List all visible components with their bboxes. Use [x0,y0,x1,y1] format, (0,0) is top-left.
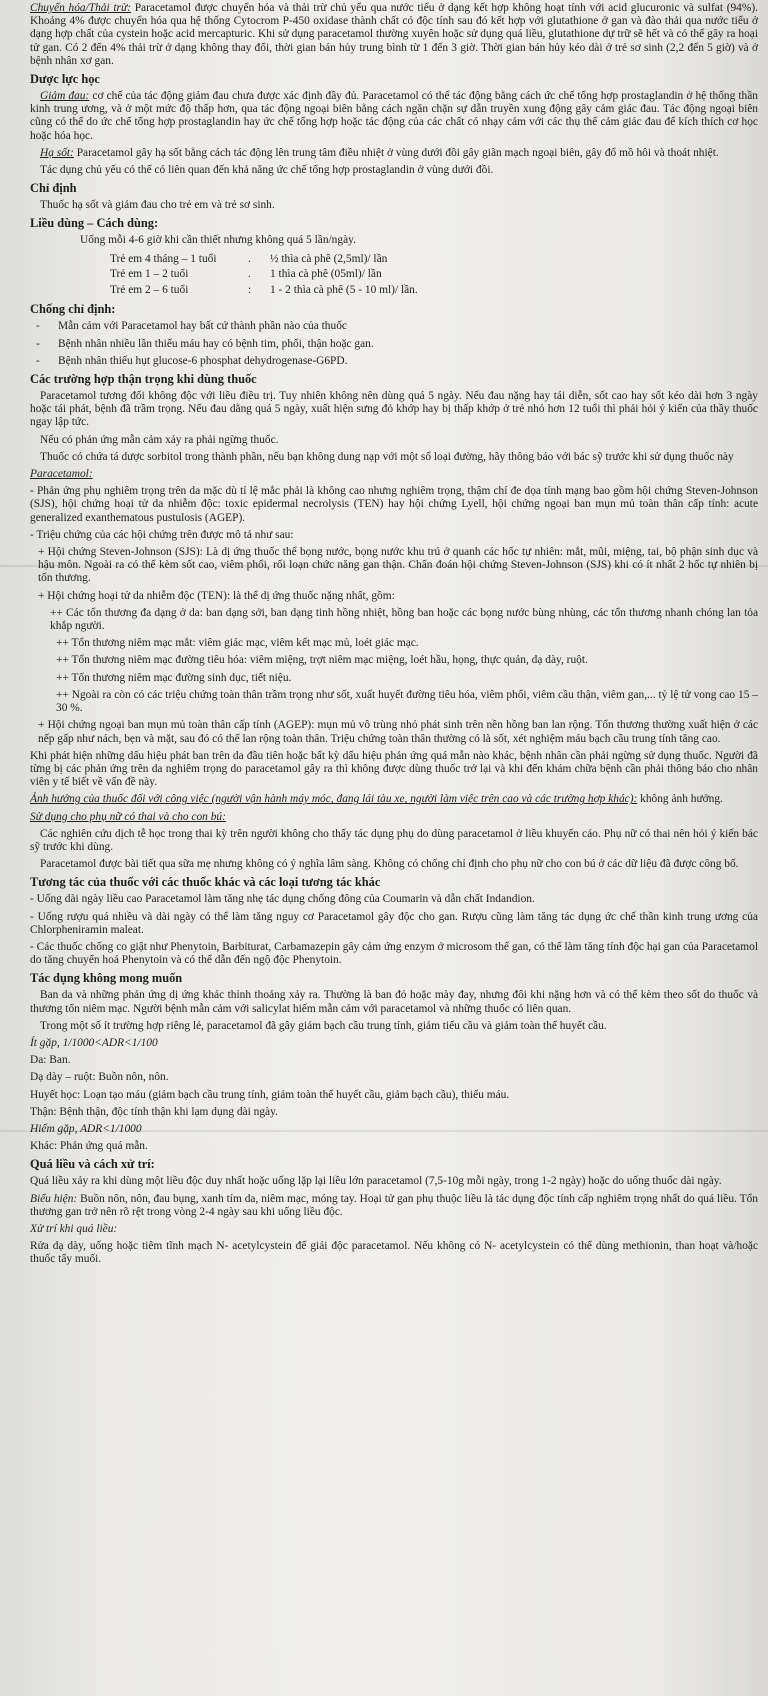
dosage-age-group: Trẻ em 4 tháng – 1 tuổi [110,252,217,265]
adr-other: Khác: Phản ứng quá mẫn. [30,1140,148,1153]
ten-symptom: ++ Các tổn thương đa dạng ở da: ban dạng sởi, ban dạng tinh hồng nhiệt, hồng ban hoặc các bọng nước bùng nhùng, các tổn thương nhanh chóng lan tỏa khắp người. [50,606,758,633]
dosage-separator: : [248,283,252,296]
precautions-paragraph: Paracetamol tương đối không độc với liều điều trị. Tuy nhiên không nên dùng quá 5 ngày. Nếu đau nặng hay tái diễn, sốt cao hay sốt kéo dài hơn 3 ngày hoặc tái phát, bệnh đã trầm trọng. Nếu đau dằng quá 5 ngày, xuất hiện sưng đỏ khớp hay bị thấp khớp ở trẻ nhỏ hơn 12 tuổi thì phải hỏi ý kiến của thầy thuốc ngay lập tức. [30,390,758,429]
metabolism-text: Paracetamol được chuyển hóa và thải trừ chủ yếu qua nước tiểu ở dạng kết hợp không hoạt tính với acid glucuronic và sulfat (94%). Khoảng 4% được chuyển hóa qua hệ thống Cytocrom P-450 oxidase thành chất có độc tính sau đó kết hợp với glutathione ở gan và đào thải qua nước tiểu ở dạng hợp chất của cystein hoặc acid mercapturic. Khi sử dụng paracetamol thường xuyên hoặc sử dụng quá liều, glutathione dự trữ sẽ hết và có thể gây ra hoại tử gan. Có 2 đến 4% thải trừ ở dạng không thay đổi, thời gian bán hủy trung bình từ 1 đến 3 giờ. Thời gian bán hủy kéo dài ở trẻ sơ sinh (2,2 đến 5 giờ) và ở bệnh nhân xơ gan. [30,2,759,67]
symptoms-intro: - Triệu chứng của các hội chứng trên được mô tả như sau: [30,528,294,541]
metabolism-paragraph [30,2,758,68]
dosage-heading: Liều dùng – Cách dùng: [30,216,159,231]
interactions-heading: Tương tác của thuốc với các thuốc khác và các loại tương tác khác [30,875,381,890]
paper-fold-line [0,1130,768,1132]
ten-symptom: ++ Tổn thương niêm mạc mắt: viêm giác mạc, viêm kết mạc mủ, loét giác mạc. [56,637,419,650]
lactation-paragraph: Paracetamol được bài tiết qua sữa mẹ nhưng không có ý nghĩa lâm sàng. Không có chống chỉ định cho phụ nữ cho con bú ở các dữ liệu đã được công bố. [40,858,739,871]
antipyretic-label: Hạ sốt: [40,146,74,159]
dosage-row [110,267,418,283]
interaction-item: - Uống rượu quá nhiều và dài ngày có thể làm tăng nguy cơ Paracetamol gây độc cho gan. Rượu cũng làm tăng tác dụng ức chế thần kinh trung ương của Chlorpheniramin maleat. [30,910,758,936]
dosage-row [110,252,418,268]
agep-paragraph: + Hội chứng ngoại ban mụn mủ toàn thân cấp tính (AGEP): mụn mủ vô trùng nhỏ phát sinh trên nền hồng ban lan rộng. Tổn thương thường xuất hiện ở các nếp gấp như nách, bẹn và mặt, sau đó có thể lan rộng toàn thân. Triệu chứng toàn thân thường có là sốt, xét nghiệm máu bạch cầu trung tính tăng cao. [38,719,758,745]
pregnancy-sublabel [30,811,758,824]
overdose-signs-label: Biểu hiện: [30,1192,78,1205]
analgesic-text: cơ chế của tác động giảm đau chưa được xác định đầy đủ. Paracetamol có thể tác động bằng cách ức chế tổng hợp prostaglandin ở hệ thống thần kinh trung ương, và ở một mức độ thấp hơn, qua tác động ngoại biên bằng cách ngăn chặn sự dẫn truyền xung động gây cảm giác đau. Tác động ngoại biên cũng có thể do ức chế tổng hợp prostaglandin hay ức chế tổng hợp hoặc tác động của các chất có nhạy cảm với các thụ thể cảm giác đau để kích thích cơ học hoặc hóa học. [30,90,758,142]
adverse-paragraph: Trong một số ít trường hợp riêng lẻ, paracetamol đã gây giảm bạch cầu trung tính, giảm tiểu cầu và giảm toàn thể huyết cầu. [40,1019,607,1032]
dosage-intro: Uống mỗi 4-6 giờ khi cần thiết nhưng không quá 5 lần/ngày. [80,234,356,247]
contraindications-heading: Chống chỉ định: [30,302,116,317]
precautions-heading: Các trường hợp thận trọng khi dùng thuốc [30,372,257,387]
overdose-heading: Quá liều và cách xử trí: [30,1157,155,1172]
pregnancy-label: Sử dụng cho phụ nữ có thai và cho con bú: [30,810,226,823]
pregnancy-paragraph: Các nghiên cứu dịch tễ học trong thai kỳ trên người không cho thấy tác dụng phụ do dùng paracetamol ở liều khuyến cáo. Phụ nữ có thai nên hỏi ý kiến bác sỹ trước khi dùng. [30,827,758,853]
antipyretic-text: Paracetamol gây hạ sốt bằng cách tác động lên trung tâm điều nhiệt ở vùng dưới đồi gây giãn mạch ngoại biên, gây đổ mồ hôi và thoát nhiệt. [73,146,719,159]
analgesic-label: Giảm đau: [40,90,90,103]
dosage-separator: . [248,252,251,265]
bullet-dash: - [36,354,40,367]
bullet-dash: - [36,337,40,350]
ten-symptom: ++ Tổn thương niêm mạc đường sinh dục, tiết niệu. [56,671,292,684]
skin-reactions-paragraph: - Phản ứng phụ nghiêm trọng trên da mặc dù tỉ lệ mắc phải là không cao nhưng nghiêm trọng, thậm chí đe dọa tính mạng bao gồm hội chứng Steven-Johnson (SJS), hội chứng hoại tử da nhiễm độc: toxic epidermal necrolysis (TEN) hay hội chứng Lyell, hội chứng ngoại ban mụn mủ toàn thân cấp tính: acute generalized exanthematous pustulosis (AGEP). [30,485,758,524]
metabolism-label: Chuyển hóa/Thải trừ: [30,2,131,14]
paper-fold-line [0,565,768,567]
contraindication-text: Mẫn cảm với Paracetamol hay bất cứ thành phần nào của thuốc [58,320,347,333]
contraindication-item [36,320,758,333]
bullet-dash: - [36,320,40,333]
dosage-separator: . [248,268,251,281]
driving-paragraph [30,793,758,806]
dosage-amount: ½ thìa cà phê (2,5ml)/ lần [270,252,388,265]
indications-heading: Chỉ định [30,181,77,196]
dosage-amount: 1 thìa cà phê (05ml)/ lần [270,268,382,281]
contraindication-item [36,355,758,368]
driving-label: Ảnh hưởng của thuốc đối với công việc (người vận hành máy móc, đang lái tàu xe, người làm việc trên cao và các trường hợp khác): [30,793,638,806]
dosage-age-group: Trẻ em 1 – 2 tuổi [110,268,189,281]
ten-symptom: ++ Ngoài ra còn có các triệu chứng toàn thân trầm trọng như sốt, xuất huyết đường tiêu hóa, viêm phổi, viêm cầu thận, viêm gan,... tỷ lệ tử vong cao 15 – 30 %. [56,688,758,715]
contraindication-item [36,338,758,351]
interaction-item: - Uống dài ngày liều cao Paracetamol làm tăng nhẹ tác dụng chống đông của Coumarin và dẫn chất Indandion. [30,893,535,906]
overdose-signs [30,1193,758,1219]
adverse-effects-heading: Tác dụng không mong muốn [30,971,183,986]
precautions-paragraph: Nếu có phản ứng mẫn cảm xảy ra phải ngừng thuốc. [40,433,279,446]
dosage-table [110,252,418,299]
pharmacodynamics-heading: Dược lực học [30,72,100,87]
overdose-signs-text: Buồn nôn, nôn, đau bụng, xanh tím da, niêm mạc, móng tay. Hoại tử gan phụ thuộc liều là tác dụng độc tính cấp nghiêm trọng nhất do quá liều. Tổn thương gan trở nên rõ rệt trong vòng 2-4 ngày sau khi uống liều độc. [30,1192,758,1218]
ten-paragraph: + Hội chứng hoại tử da nhiễm độc (TEN): là thể dị ứng thuốc nặng nhất, gồm: [38,589,395,602]
adr-gastro: Dạ dày – ruột: Buồn nôn, nôn. [30,1071,169,1084]
dosage-row [110,283,418,299]
adr-skin: Da: Ban. [30,1054,71,1067]
precautions-paragraph: Thuốc có chứa tá dược sorbitol trong thành phần, nếu bạn không dung nạp với một số loại đường, hãy thông báo với bác sỹ trước khi sử dụng thuốc này [40,450,734,463]
overdose-treatment-text: Rửa dạ dày, uống hoặc tiêm tĩnh mạch N- acetylcystein để giải độc paracetamol. Nếu không có N- acetylcystein có thể dùng methionin, than hoạt và/hoặc thuốc tẩy muối. [30,1240,758,1266]
adr-very-rare-label: Hiếm gặp, ADR<1/1000 [30,1122,142,1135]
dosage-amount: 1 - 2 thìa cà phê (5 - 10 ml)/ lần. [270,283,418,296]
ten-symptom: ++ Tổn thương niêm mạc đường tiêu hóa: viêm miệng, trợt niêm mạc miệng, loét hầu, họng, thực quản, dạ dày, ruột. [56,654,588,667]
paracetamol-sublabel [30,468,758,481]
interaction-item: - Các thuốc chống co giật như Phenytoin, Barbiturat, Carbamazepin gây cảm ứng enzym ở microsom thể gan, có thể làm tăng tính độc hại gan của Paracetamol do tăng chuyển hoá Phenytoin và có thể dẫn đến ngộ độc Phenytoin. [30,940,758,967]
paracetamol-label: Paracetamol: [30,468,93,481]
dosage-age-group: Trẻ em 2 – 6 tuổi [110,283,189,296]
adverse-paragraph: Ban da và những phản ứng dị ứng khác thỉnh thoảng xảy ra. Thường là ban đỏ hoặc mày đay, nhưng đôi khi nặng hơn và có thể kèm theo sốt do thuốc và thương tổn niêm mạc. Người bệnh mẫn cảm với salicylat hiếm mẫn cảm với paracetamol và những thuốc có liên quan. [30,989,758,1015]
driving-text: không ảnh hưởng. [637,793,723,806]
overdose-paragraph: Quá liều xảy ra khi dùng một liều độc duy nhất hoặc uống lặp lại liều lớn paracetamol (7,5-10g mỗi ngày, trong 1-2 ngày) hoặc do uống thuốc dài ngày. [30,1175,722,1188]
contraindication-text: Bệnh nhân nhiều lần thiếu máu hay có bệnh tim, phổi, thận hoặc gan. [58,337,374,350]
main-effect-paragraph: Tác dụng chủ yếu có thể có liên quan đến khả năng ức chế tổng hợp prostaglandin ở vùng dưới đồi. [40,164,494,177]
indications-text: Thuốc hạ sốt và giảm đau cho trẻ em và trẻ sơ sinh. [40,199,275,212]
stop-use-paragraph: Khi phát hiện những dấu hiệu phát ban trên da đầu tiên hoặc bất kỳ dấu hiệu phản ứng quá mẫn nào khác, bệnh nhân cần phải ngừng sử dụng thuốc. Người đã từng bị các phản ứng trên da nghiêm trọng do paracetamol gây ra thì không được dùng thuốc trở lại và khi đến khám chữa bệnh cần phải thông báo cho nhân viên y tế biết về vấn đề này. [30,749,758,789]
contraindication-text: Bệnh nhân thiếu hụt glucose-6 phosphat dehydrogenase-G6PD. [58,354,348,367]
antipyretic-paragraph [30,147,758,160]
adr-rare-label: Ít gặp, 1/1000<ADR<1/100 [30,1036,158,1049]
overdose-treatment-label: Xử trí khi quá liều: [30,1222,118,1235]
adr-blood: Huyết học: Loạn tạo máu (giảm bạch cầu trung tính, giảm toàn thể huyết cầu, giảm bạch cầu), thiếu máu. [30,1088,510,1101]
sjs-paragraph: + Hội chứng Steven-Johnson (SJS): Là dị ứng thuốc thể bọng nước, bọng nước khu trú ở quanh các hốc tự nhiên: mắt, mũi, miệng, tai, bộ phận sinh dục và hậu môn. Ngoài ra có thể kèm sốt cao, viêm phổi, rối loạn chức năng gan thận. Chẩn đoán hội chứng Steven-Johnson (SJS) khi có ít nhất 2 hốc tự nhiên bị tổn thương. [38,546,758,585]
analgesic-paragraph [30,90,758,143]
adr-kidney: Thận: Bệnh thận, độc tính thận khi lạm dụng dài ngày. [30,1105,278,1118]
